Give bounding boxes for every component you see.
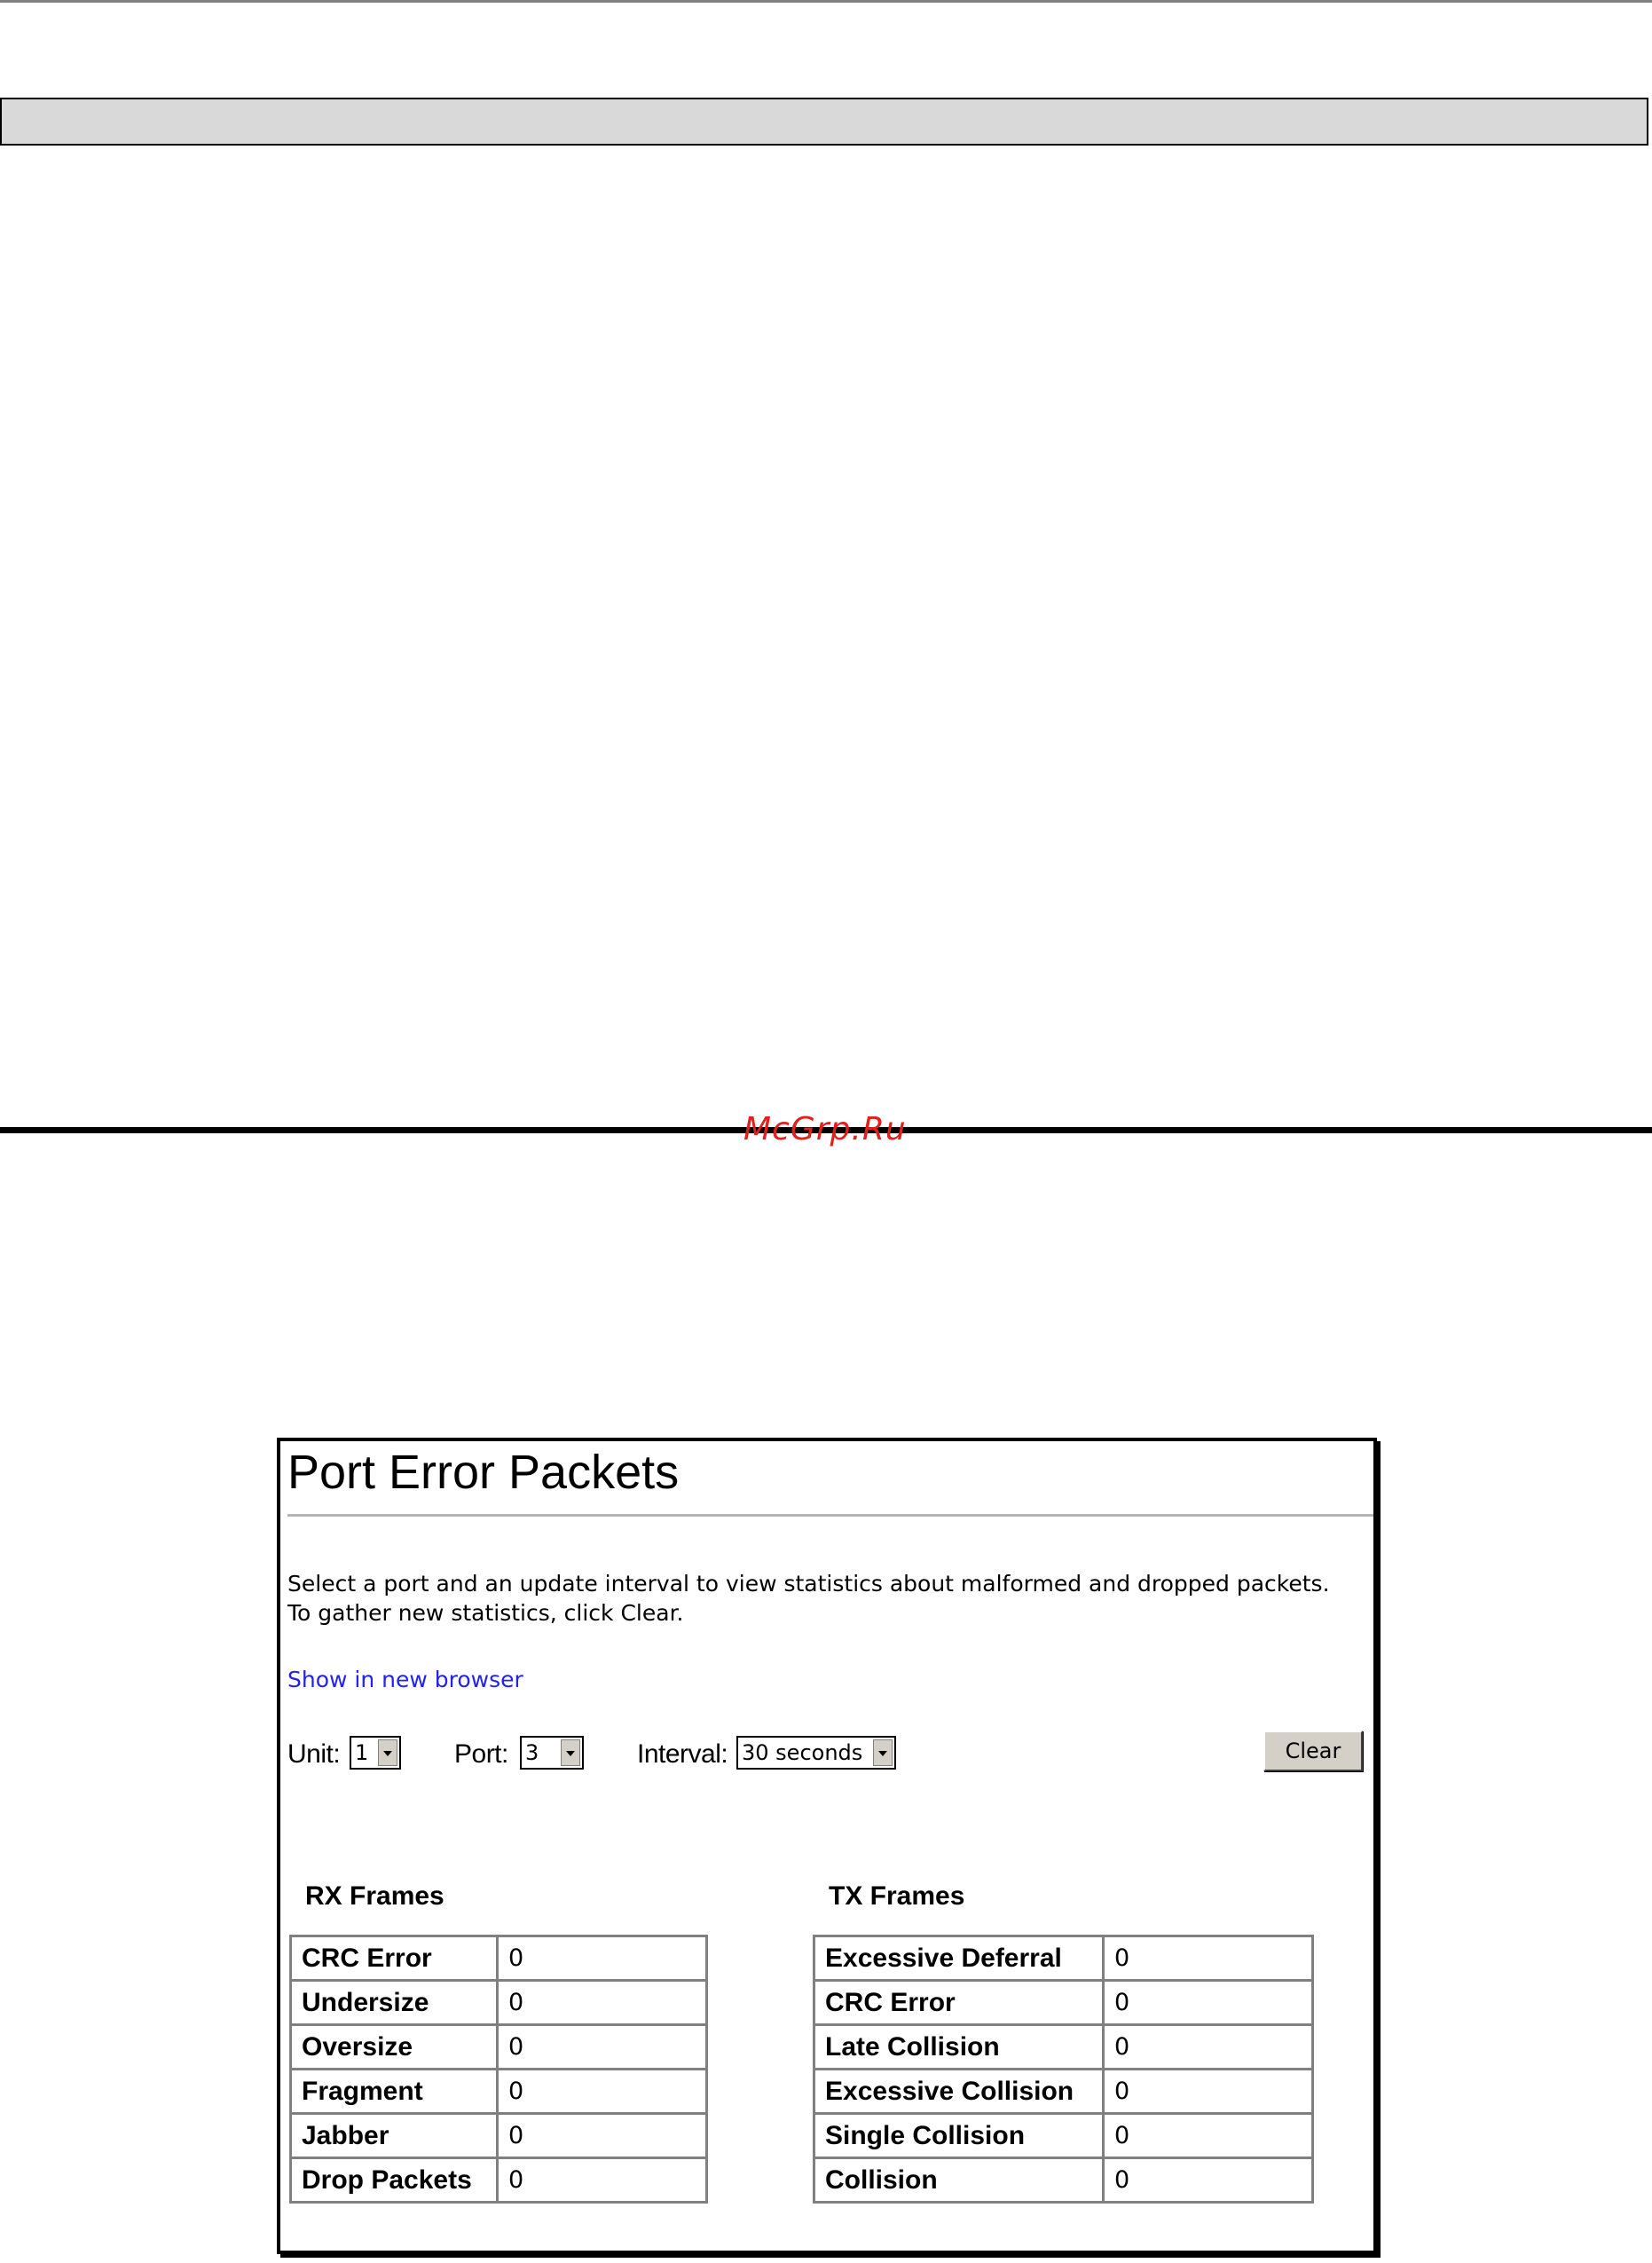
stat-value: 0: [498, 1981, 707, 2025]
port-select[interactable]: [520, 1736, 584, 1770]
unit-select-value: 1: [355, 1740, 369, 1765]
stat-value: 0: [1104, 2158, 1313, 2203]
stat-value: 0: [1104, 2070, 1313, 2114]
stat-label: CRC Error: [291, 1936, 498, 1981]
table-row: [814, 2114, 1313, 2158]
rx-frames-title: RX Frames: [305, 1881, 444, 1911]
port-select-value: 3: [525, 1740, 539, 1765]
table-row: [291, 1981, 707, 2025]
show-in-new-browser-link[interactable]: Show in new browser: [287, 1667, 523, 1692]
table-row: [291, 1936, 707, 1981]
rx-frames-table: [289, 1935, 708, 2204]
clear-button[interactable]: Clear: [1263, 1731, 1363, 1771]
page-title: Port Error Packets: [287, 1446, 680, 1499]
stat-value: 0: [1104, 2114, 1313, 2158]
stat-value: 0: [498, 2025, 707, 2070]
table-row: [291, 2114, 707, 2158]
tx-frames-title: TX Frames: [829, 1881, 965, 1911]
header-band: [0, 98, 1648, 146]
unit-label: Unit:: [287, 1739, 341, 1769]
title-divider: [287, 1514, 1373, 1517]
table-row: [814, 2070, 1313, 2114]
stat-value: 0: [1104, 2025, 1313, 2070]
watermark: McGrp.Ru: [743, 1111, 907, 1147]
stat-value: 0: [498, 2158, 707, 2203]
interval-select[interactable]: [736, 1736, 896, 1770]
stat-value: 0: [498, 1936, 707, 1981]
table-row: [814, 2025, 1313, 2070]
tx-frames-table: [813, 1935, 1314, 2204]
table-row: [814, 2158, 1313, 2203]
interval-label: Interval:: [637, 1739, 728, 1769]
description-line-2: To gather new statistics, click Clear.: [287, 1600, 684, 1626]
stat-label: Single Collision: [814, 2114, 1104, 2158]
stat-value: 0: [1104, 1981, 1313, 2025]
stat-label: Late Collision: [814, 2025, 1104, 2070]
stat-label: CRC Error: [814, 1981, 1104, 2025]
table-row: [814, 1981, 1313, 2025]
table-row: [291, 2070, 707, 2114]
stat-value: 0: [498, 2070, 707, 2114]
chevron-down-icon[interactable]: [378, 1739, 397, 1766]
unit-select[interactable]: [350, 1736, 401, 1770]
stat-value: 0: [1104, 1936, 1313, 1981]
table-row: [291, 2158, 707, 2203]
stat-label: Drop Packets: [291, 2158, 498, 2203]
interval-select-value: 30 seconds: [742, 1740, 863, 1765]
table-row: [814, 1936, 1313, 1981]
stat-label: Collision: [814, 2158, 1104, 2203]
chevron-down-icon[interactable]: [873, 1739, 893, 1766]
stat-label: Jabber: [291, 2114, 498, 2158]
stat-label: Excessive Collision: [814, 2070, 1104, 2114]
description-line-1: Select a port and an update interval to view statistics about malformed and dropped packets.: [287, 1571, 1330, 1597]
stat-label: Oversize: [291, 2025, 498, 2070]
stat-value: 0: [498, 2114, 707, 2158]
port-label: Port:: [454, 1739, 508, 1769]
description: [287, 1569, 1330, 1628]
stat-label: Excessive Deferral: [814, 1936, 1104, 1981]
stat-label: Undersize: [291, 1981, 498, 2025]
stat-label: Fragment: [291, 2070, 498, 2114]
table-row: [291, 2025, 707, 2070]
top-rule: [0, 0, 1652, 3]
chevron-down-icon[interactable]: [561, 1739, 580, 1766]
port-error-packets-window: [277, 1438, 1377, 2254]
